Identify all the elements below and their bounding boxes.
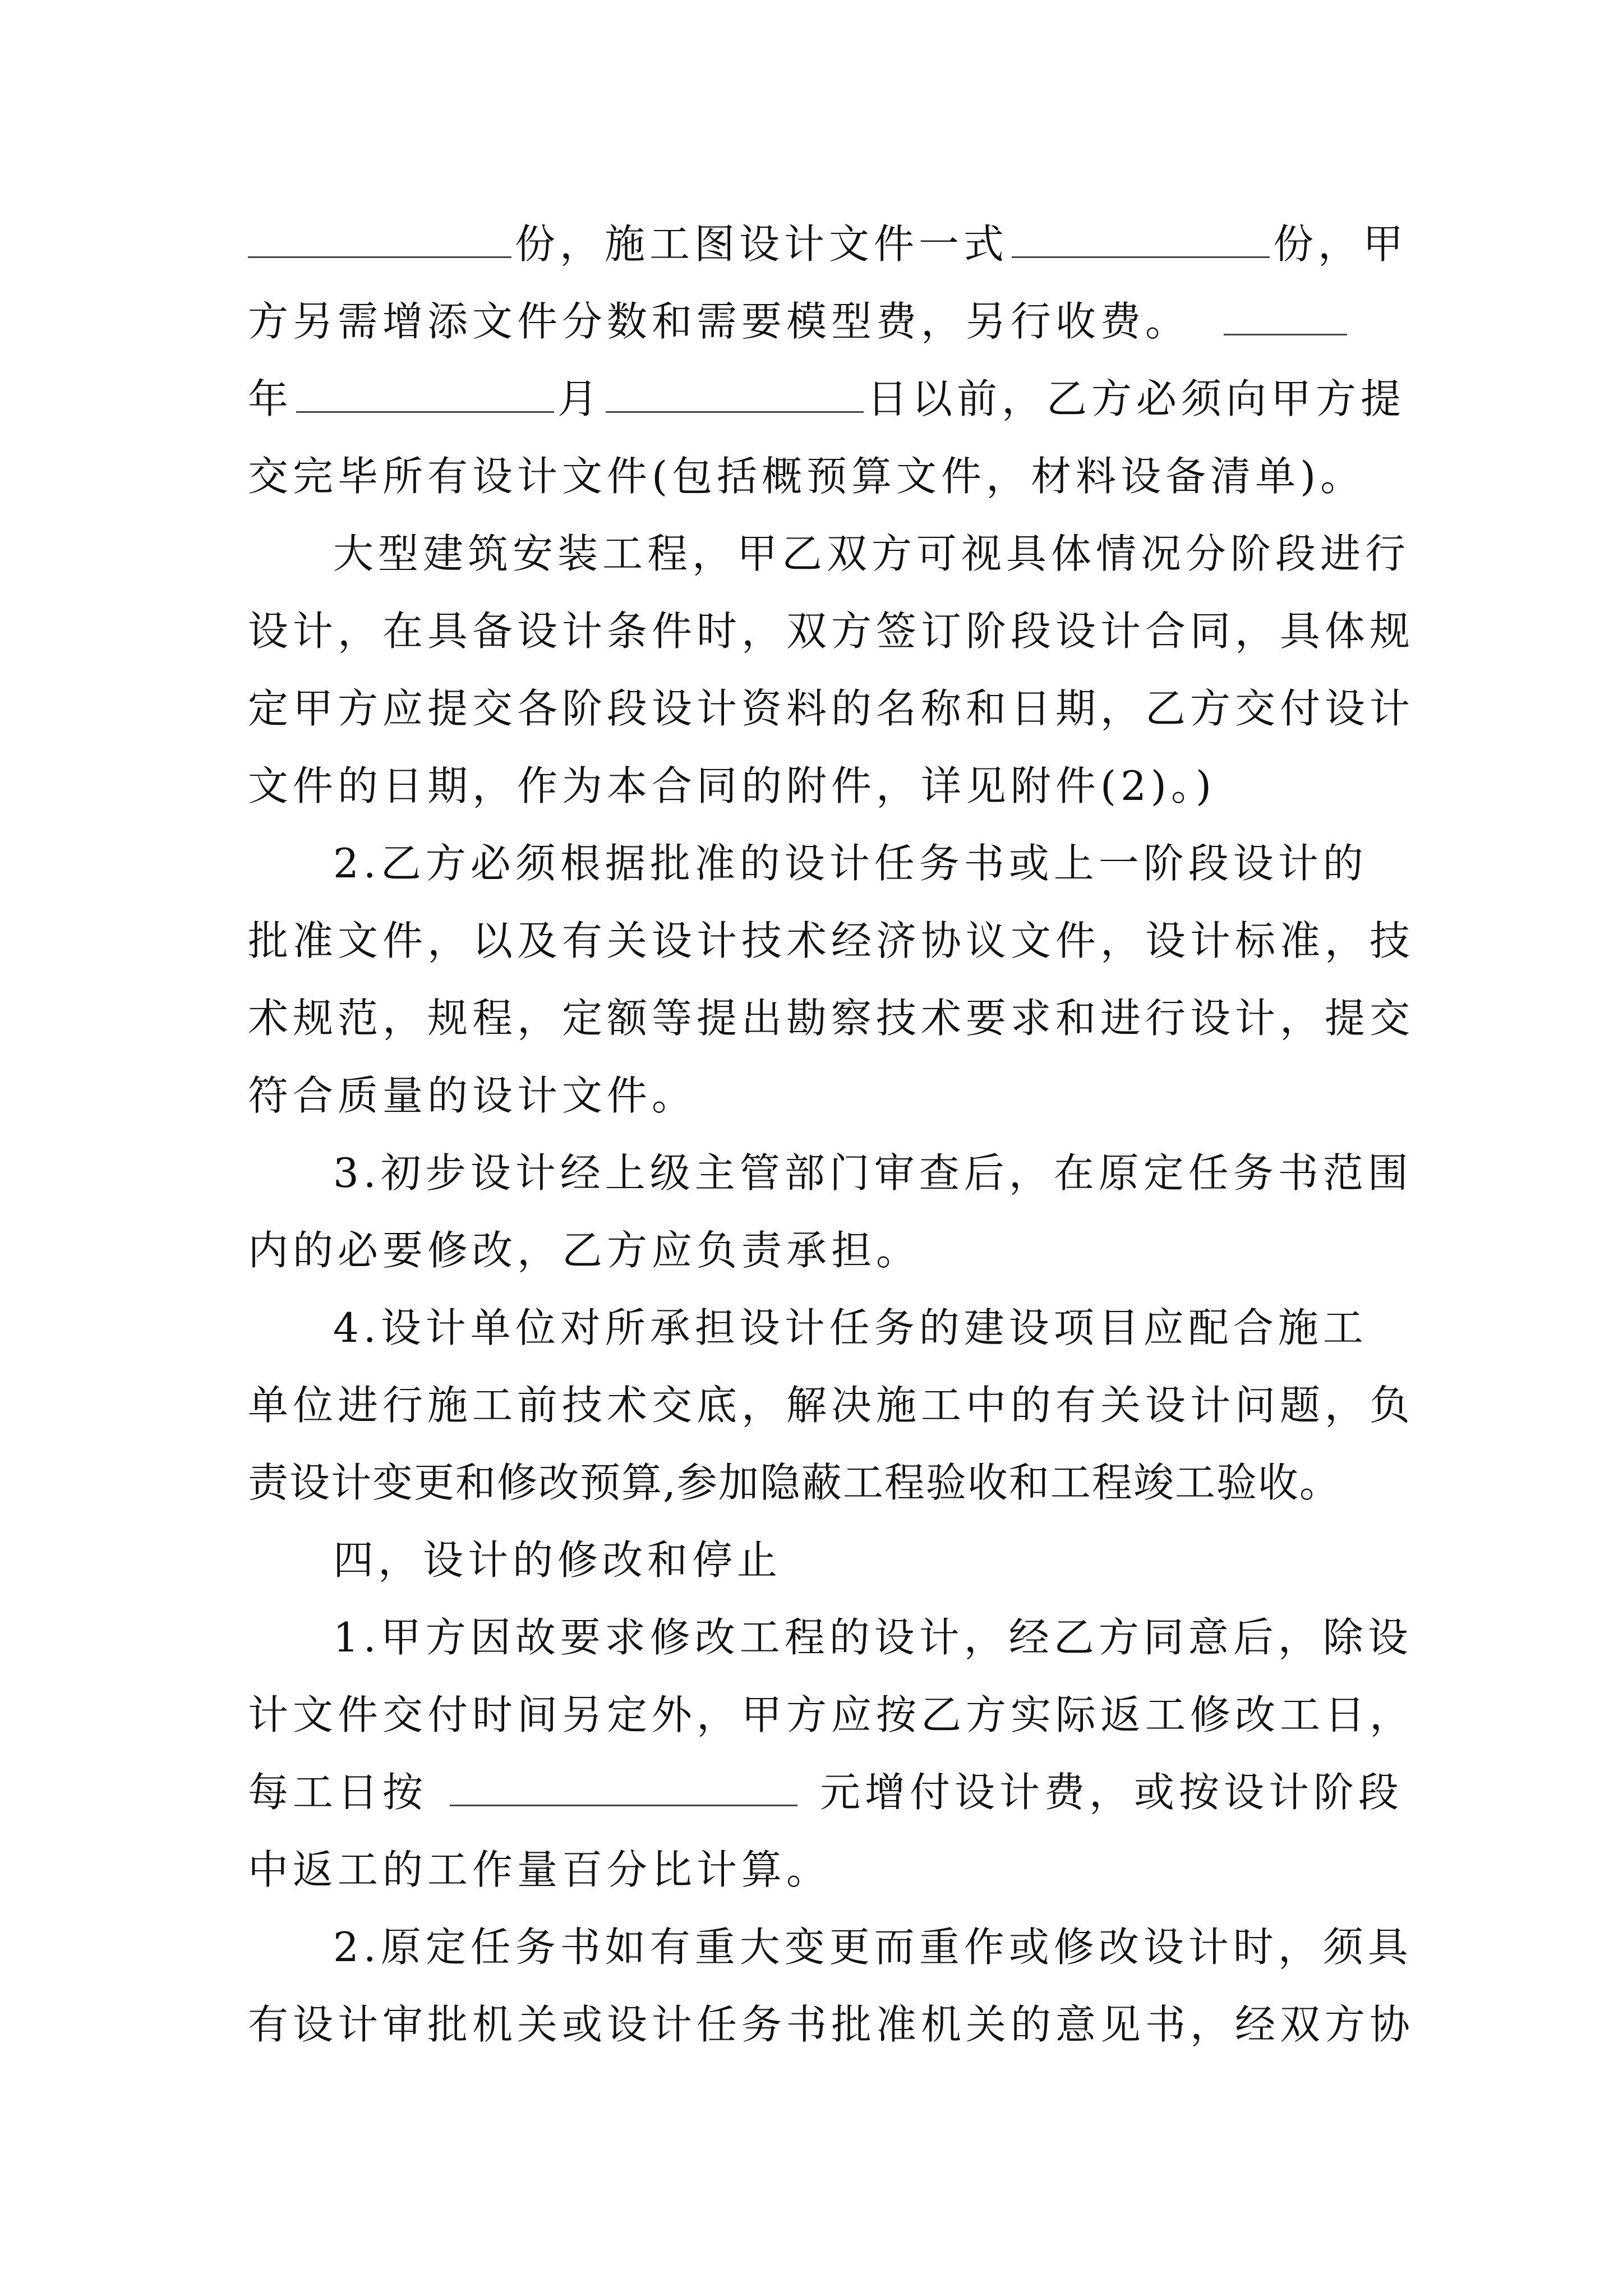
text-line: 每工日按 元增付设计费，或按设计阶段	[248, 1769, 1404, 1816]
text-line-2: 方另需增添文件分数和需要模型费，另行收费。	[248, 282, 1381, 361]
fill-blank[interactable]	[606, 378, 864, 413]
text-line: 有设计审批机关或设计任务书批准机关的意见书，经双方协	[248, 2001, 1415, 2048]
text-line: 计文件交付时间另定外，甲方应按乙方实际返工修改工日，	[248, 1691, 1415, 1738]
fill-blank[interactable]	[450, 1771, 797, 1806]
text-line: 中返工的工作量百分比计算。	[248, 1846, 832, 1893]
fill-blank[interactable]	[296, 378, 554, 413]
text-line: 文件的日期，作为本合同的附件，详见附件(2)。)	[248, 762, 1216, 809]
text-line-3: 年 月 日以前，乙方必须向甲方提	[248, 375, 1406, 422]
text-line: 定甲方应提交各阶段设计资料的名称和日期，乙方交付设计	[248, 685, 1415, 732]
text-line: 责设计变更和修改预算,参加隐蔽工程验收和工程竣工验收。	[248, 1459, 1341, 1506]
text-line: 设计，在具备设计条件时，双方签订阶段设计合同，具体规	[248, 608, 1415, 655]
text-line: 内的必要修改，乙方应负责承担。	[248, 1227, 921, 1274]
clause-2-start: 2.乙方必须根据批准的设计任务书或上一阶段设计的	[333, 840, 1368, 887]
text-line-4: 交完毕所有设计文件(包括概预算文件，材料设备清单)。	[248, 453, 1366, 500]
fill-blank[interactable]	[1012, 223, 1270, 258]
paragraph-start: 大型建筑安装工程，甲乙双方可视具体情况分阶段进行	[333, 530, 1410, 577]
fill-blank[interactable]	[248, 223, 511, 258]
text-line: 单位进行施工前技术交底，解决施工中的有关设计问题，负	[248, 1382, 1415, 1429]
section-heading: 四，设计的修改和停止	[333, 1536, 782, 1584]
fill-blank[interactable]	[1224, 300, 1347, 335]
clause-4-start: 4.设计单位对所承担设计任务的建设项目应配合施工	[333, 1304, 1368, 1351]
text-line: 术规范，规程，定额等提出勘察技术要求和进行设计，提交	[248, 995, 1415, 1042]
text-line: 符合质量的设计文件。	[248, 1072, 697, 1119]
text-line-1: 份，施工图设计文件一式 份，甲	[248, 205, 1381, 283]
section-4-clause-1-start: 1.甲方因故要求修改工程的设计，经乙方同意后，除设	[333, 1614, 1413, 1661]
text-line: 批准文件，以及有关设计技术经济协议文件，设计标准，技	[248, 917, 1415, 964]
clause-3-start: 3.初步设计经上级主管部门审查后，在原定任务书范围	[333, 1149, 1413, 1197]
section-4-clause-2-start: 2.原定任务书如有重大变更而重作或修改设计时，须具	[333, 1924, 1413, 1971]
